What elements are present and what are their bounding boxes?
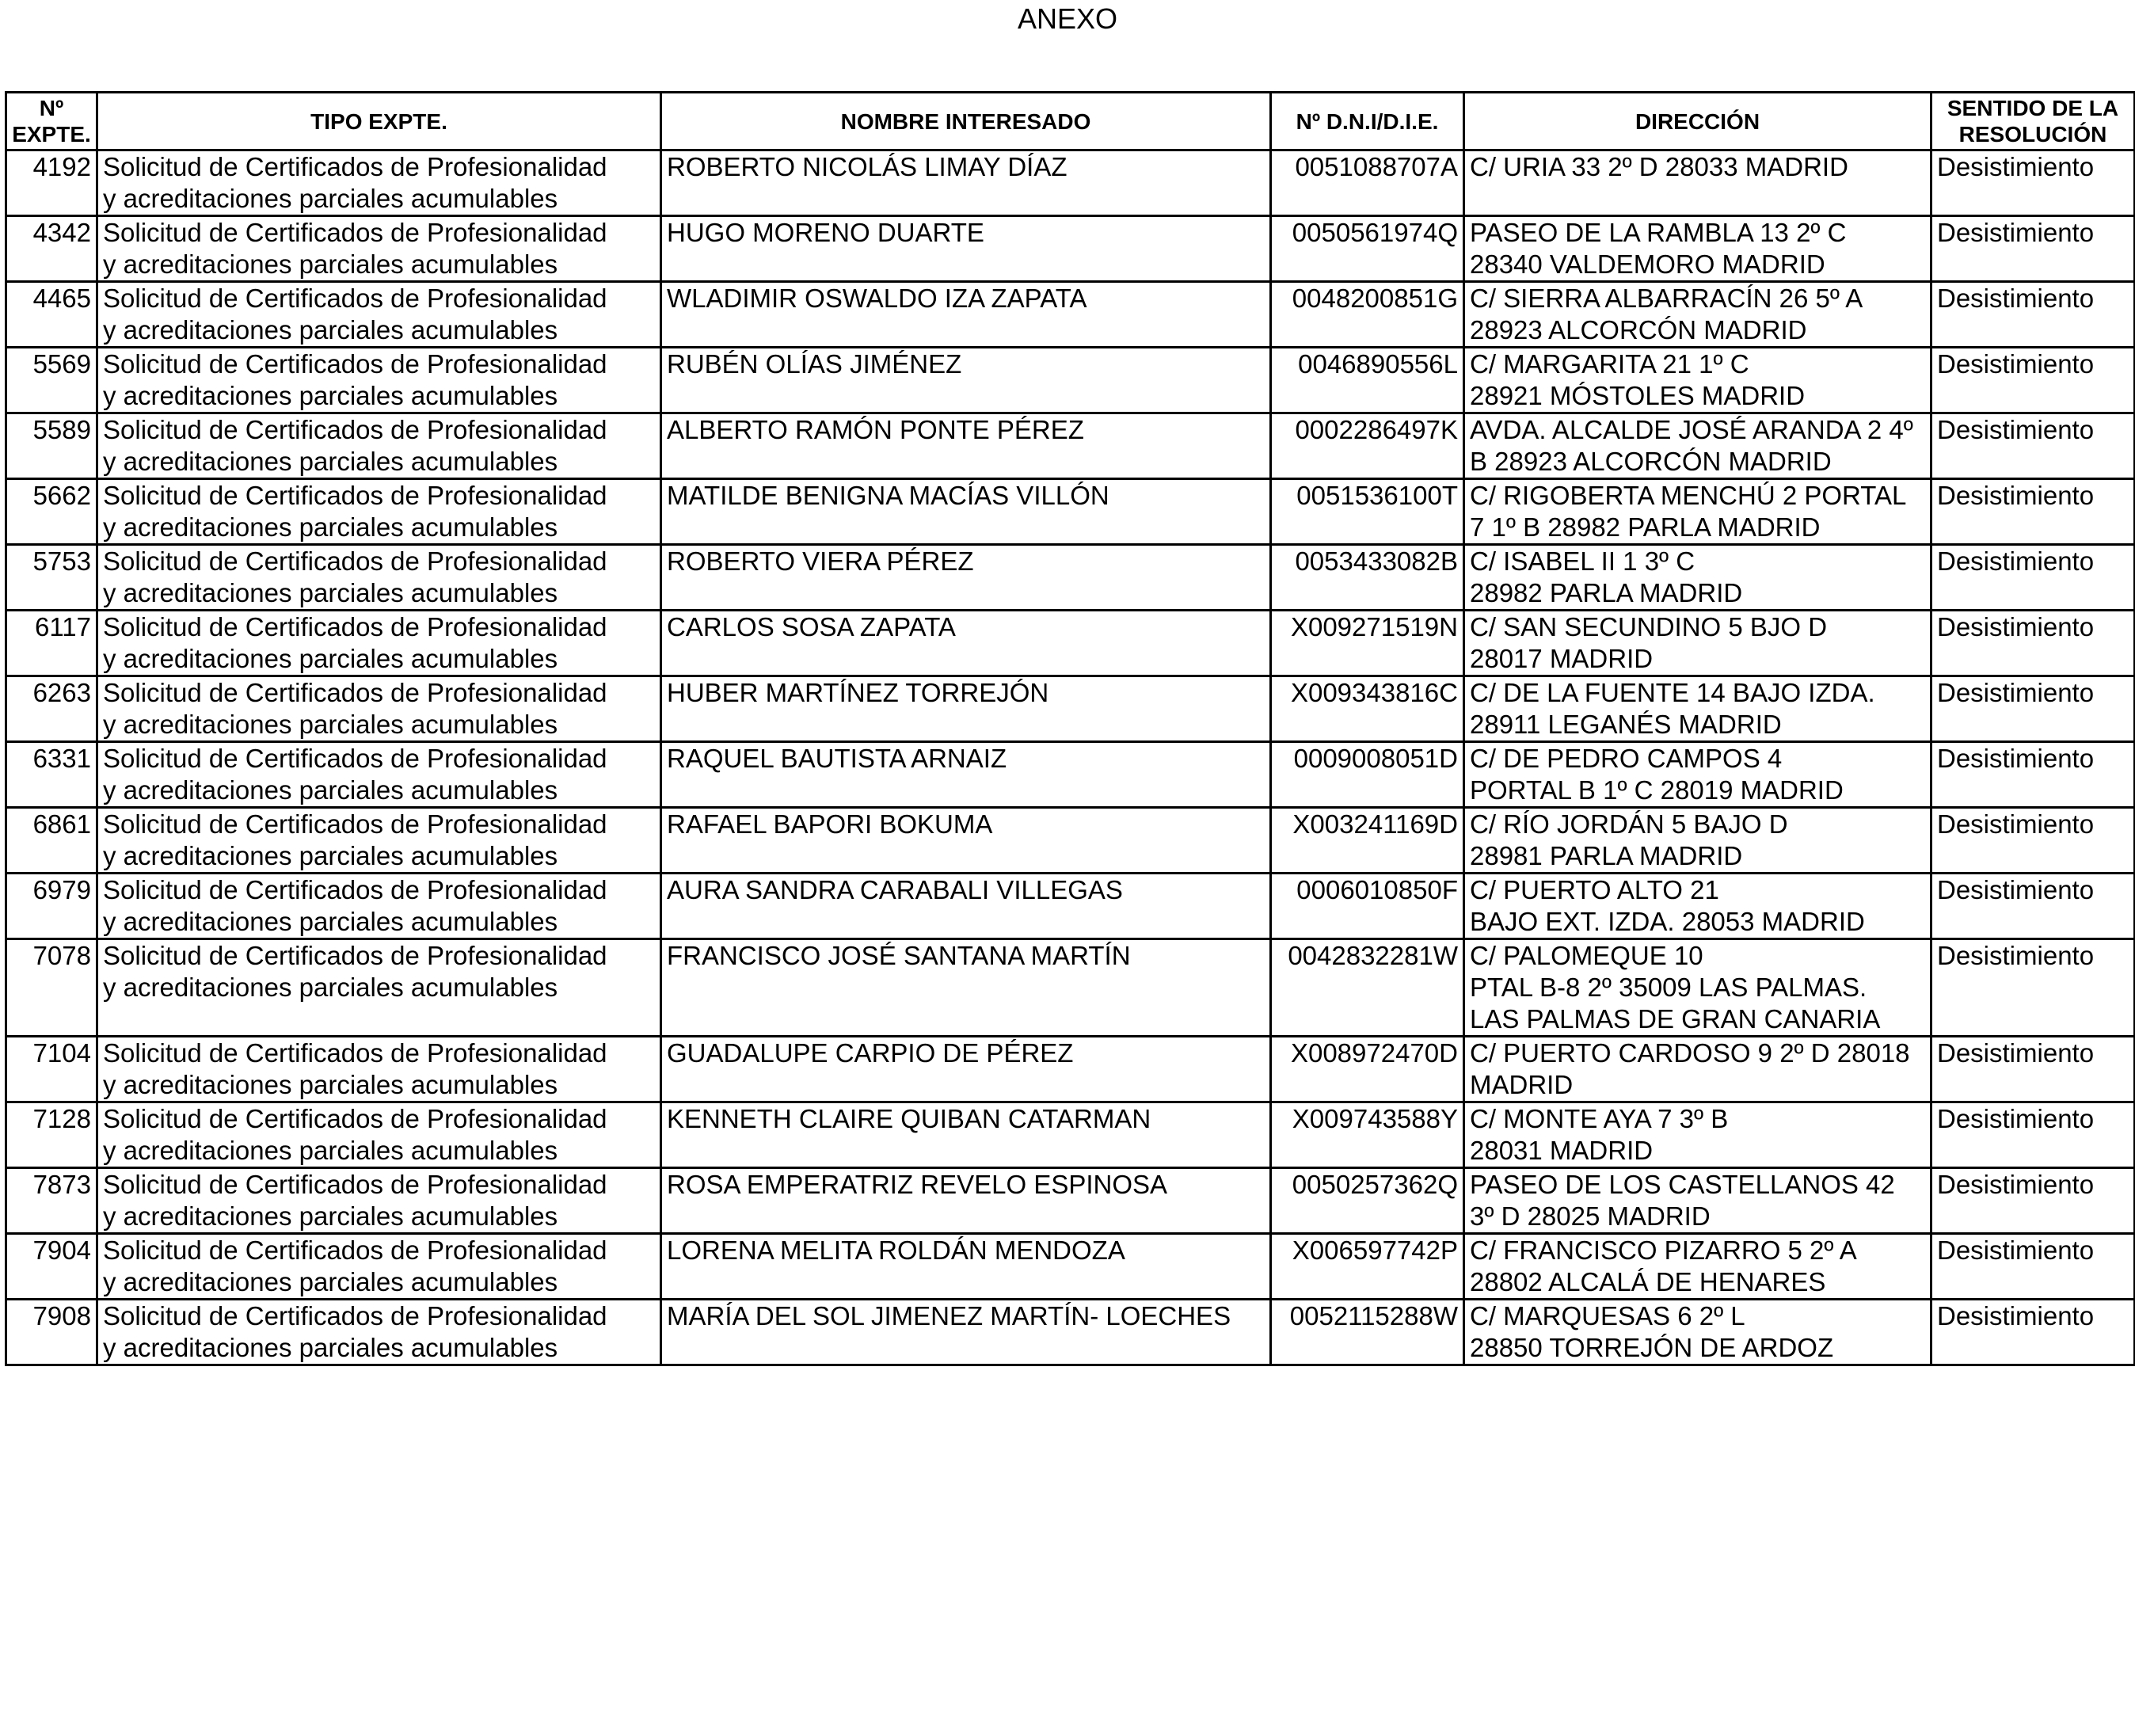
cell-direccion: C/ DE PEDRO CAMPOS 4 PORTAL B 1º C 28019 MADRID — [1464, 742, 1931, 808]
cell-expte: 7904 — [6, 1234, 97, 1300]
cell-direccion: C/ PALOMEQUE 10 PTAL B-8 2º 35009 LAS PALMAS. LAS PALMAS DE GRAN CANARIA — [1464, 939, 1931, 1037]
cell-tipo: Solicitud de Certificados de Profesionalidad y acreditaciones parciales acumulables — [97, 1300, 661, 1365]
cell-sentido: Desistimiento — [1931, 742, 2135, 808]
cell-dni: 0006010850F — [1271, 874, 1464, 939]
cell-dni: X009343816C — [1271, 676, 1464, 742]
cell-dni: 0050257362Q — [1271, 1168, 1464, 1234]
cell-nombre: HUBER MARTÍNEZ TORREJÓN — [661, 676, 1271, 742]
cell-nombre: WLADIMIR OSWALDO IZA ZAPATA — [661, 282, 1271, 348]
cell-dni: 0002286497K — [1271, 413, 1464, 479]
cell-direccion: C/ SAN SECUNDINO 5 BJO D 28017 MADRID — [1464, 611, 1931, 676]
cell-nombre: MARÍA DEL SOL JIMENEZ MARTÍN- LOECHES — [661, 1300, 1271, 1365]
cell-direccion: C/ RÍO JORDÁN 5 BAJO D 28981 PARLA MADRID — [1464, 808, 1931, 874]
header-dni: Nº D.N.I/D.I.E. — [1271, 93, 1464, 150]
cell-tipo: Solicitud de Certificados de Profesionalidad y acreditaciones parciales acumulables — [97, 874, 661, 939]
cell-nombre: MATILDE BENIGNA MACÍAS VILLÓN — [661, 479, 1271, 545]
table-row — [6, 413, 2135, 479]
cell-tipo: Solicitud de Certificados de Profesionalidad y acreditaciones parciales acumulables — [97, 676, 661, 742]
cell-nombre: LORENA MELITA ROLDÁN MENDOZA — [661, 1234, 1271, 1300]
cell-expte: 5569 — [6, 348, 97, 413]
cell-nombre: ROBERTO VIERA PÉREZ — [661, 545, 1271, 611]
cell-nombre: CARLOS SOSA ZAPATA — [661, 611, 1271, 676]
cell-sentido: Desistimiento — [1931, 1300, 2135, 1365]
cell-tipo: Solicitud de Certificados de Profesionalidad y acreditaciones parciales acumulables — [97, 939, 661, 1037]
cell-sentido: Desistimiento — [1931, 545, 2135, 611]
cell-expte: 4192 — [6, 150, 97, 216]
cell-expte: 6263 — [6, 676, 97, 742]
cell-sentido: Desistimiento — [1931, 1168, 2135, 1234]
cell-expte: 6117 — [6, 611, 97, 676]
cell-direccion: C/ FRANCISCO PIZARRO 5 2º A 28802 ALCALÁ DE HENARES — [1464, 1234, 1931, 1300]
cell-dni: 0051536100T — [1271, 479, 1464, 545]
page-title: ANEXO — [1017, 2, 1118, 35]
cell-expte: 7908 — [6, 1300, 97, 1365]
cell-dni: 0052115288W — [1271, 1300, 1464, 1365]
cell-sentido: Desistimiento — [1931, 1037, 2135, 1102]
cell-expte: 6331 — [6, 742, 97, 808]
cell-tipo: Solicitud de Certificados de Profesionalidad y acreditaciones parciales acumulables — [97, 1037, 661, 1102]
cell-expte: 7873 — [6, 1168, 97, 1234]
cell-expte: 4465 — [6, 282, 97, 348]
cell-sentido: Desistimiento — [1931, 874, 2135, 939]
cell-direccion: C/ MONTE AYA 7 3º B 28031 MADRID — [1464, 1102, 1931, 1168]
cell-direccion: C/ PUERTO ALTO 21 BAJO EXT. IZDA. 28053 MADRID — [1464, 874, 1931, 939]
cell-tipo: Solicitud de Certificados de Profesionalidad y acreditaciones parciales acumulables — [97, 150, 661, 216]
cell-expte: 6861 — [6, 808, 97, 874]
cell-sentido: Desistimiento — [1931, 611, 2135, 676]
table-body — [6, 150, 2135, 1365]
cell-sentido: Desistimiento — [1931, 939, 2135, 1037]
table-row — [6, 939, 2135, 1037]
cell-expte: 5753 — [6, 545, 97, 611]
cell-tipo: Solicitud de Certificados de Profesionalidad y acreditaciones parciales acumulables — [97, 479, 661, 545]
table-row — [6, 742, 2135, 808]
cell-nombre: RAFAEL BAPORI BOKUMA — [661, 808, 1271, 874]
cell-tipo: Solicitud de Certificados de Profesionalidad y acreditaciones parciales acumulables — [97, 1168, 661, 1234]
cell-dni: 0051088707A — [1271, 150, 1464, 216]
cell-nombre: ROBERTO NICOLÁS LIMAY DÍAZ — [661, 150, 1271, 216]
header-direccion: DIRECCIÓN — [1464, 93, 1931, 150]
table-row — [6, 1168, 2135, 1234]
cell-dni: 0046890556L — [1271, 348, 1464, 413]
cell-tipo: Solicitud de Certificados de Profesionalidad y acreditaciones parciales acumulables — [97, 611, 661, 676]
cell-dni: 0009008051D — [1271, 742, 1464, 808]
cell-sentido: Desistimiento — [1931, 1234, 2135, 1300]
cell-tipo: Solicitud de Certificados de Profesionalidad y acreditaciones parciales acumulables — [97, 348, 661, 413]
header-tipo: TIPO EXPTE. — [97, 93, 661, 150]
header-sentido: SENTIDO DE LA RESOLUCIÓN — [1931, 93, 2135, 150]
table-row — [6, 348, 2135, 413]
cell-expte: 7128 — [6, 1102, 97, 1168]
table-row — [6, 216, 2135, 282]
table-row — [6, 611, 2135, 676]
cell-direccion: C/ URIA 33 2º D 28033 MADRID — [1464, 150, 1931, 216]
table-row — [6, 676, 2135, 742]
cell-sentido: Desistimiento — [1931, 348, 2135, 413]
cell-tipo: Solicitud de Certificados de Profesionalidad y acreditaciones parciales acumulables — [97, 742, 661, 808]
cell-direccion: PASEO DE LOS CASTELLANOS 42 3º D 28025 MADRID — [1464, 1168, 1931, 1234]
cell-nombre: KENNETH CLAIRE QUIBAN CATARMAN — [661, 1102, 1271, 1168]
table-row — [6, 1037, 2135, 1102]
cell-expte: 5662 — [6, 479, 97, 545]
table-row — [6, 808, 2135, 874]
cell-nombre: RUBÉN OLÍAS JIMÉNEZ — [661, 348, 1271, 413]
cell-sentido: Desistimiento — [1931, 1102, 2135, 1168]
cell-tipo: Solicitud de Certificados de Profesionalidad y acreditaciones parciales acumulables — [97, 216, 661, 282]
cell-tipo: Solicitud de Certificados de Profesionalidad y acreditaciones parciales acumulables — [97, 545, 661, 611]
cell-dni: 0053433082B — [1271, 545, 1464, 611]
cell-dni: X006597742P — [1271, 1234, 1464, 1300]
cell-direccion: C/ SIERRA ALBARRACÍN 26 5º A 28923 ALCORCÓN MADRID — [1464, 282, 1931, 348]
cell-nombre: AURA SANDRA CARABALI VILLEGAS — [661, 874, 1271, 939]
cell-nombre: GUADALUPE CARPIO DE PÉREZ — [661, 1037, 1271, 1102]
cell-dni: X009271519N — [1271, 611, 1464, 676]
cell-nombre: ROSA EMPERATRIZ REVELO ESPINOSA — [661, 1168, 1271, 1234]
table-row — [6, 545, 2135, 611]
table-row — [6, 150, 2135, 216]
cell-dni: X009743588Y — [1271, 1102, 1464, 1168]
cell-sentido: Desistimiento — [1931, 808, 2135, 874]
cell-direccion: C/ ISABEL II 1 3º C 28982 PARLA MADRID — [1464, 545, 1931, 611]
header-expte: Nº EXPTE. — [6, 93, 97, 150]
cell-direccion: PASEO DE LA RAMBLA 13 2º C 28340 VALDEMORO MADRID — [1464, 216, 1931, 282]
cell-tipo: Solicitud de Certificados de Profesionalidad y acreditaciones parciales acumulables — [97, 1234, 661, 1300]
cell-tipo: Solicitud de Certificados de Profesionalidad y acreditaciones parciales acumulables — [97, 1102, 661, 1168]
cell-direccion: C/ PUERTO CARDOSO 9 2º D 28018 MADRID — [1464, 1037, 1931, 1102]
cell-tipo: Solicitud de Certificados de Profesionalidad y acreditaciones parciales acumulables — [97, 413, 661, 479]
table-row — [6, 1234, 2135, 1300]
table-row — [6, 1300, 2135, 1365]
cell-nombre: FRANCISCO JOSÉ SANTANA MARTÍN — [661, 939, 1271, 1037]
cell-expte: 5589 — [6, 413, 97, 479]
table-row — [6, 479, 2135, 545]
cell-sentido: Desistimiento — [1931, 676, 2135, 742]
cell-tipo: Solicitud de Certificados de Profesionalidad y acreditaciones parciales acumulables — [97, 282, 661, 348]
table-header-row — [6, 93, 2135, 150]
cell-expte: 6979 — [6, 874, 97, 939]
cell-direccion: AVDA. ALCALDE JOSÉ ARANDA 2 4º B 28923 ALCORCÓN MADRID — [1464, 413, 1931, 479]
cell-sentido: Desistimiento — [1931, 282, 2135, 348]
cell-direccion: C/ MARGARITA 21 1º C 28921 MÓSTOLES MADRID — [1464, 348, 1931, 413]
cell-sentido: Desistimiento — [1931, 216, 2135, 282]
cell-nombre: ALBERTO RAMÓN PONTE PÉREZ — [661, 413, 1271, 479]
cell-dni: X008972470D — [1271, 1037, 1464, 1102]
cell-dni: 0048200851G — [1271, 282, 1464, 348]
table-row — [6, 874, 2135, 939]
cell-direccion: C/ DE LA FUENTE 14 BAJO IZDA. 28911 LEGANÉS MADRID — [1464, 676, 1931, 742]
table-row — [6, 282, 2135, 348]
table-row — [6, 1102, 2135, 1168]
anexo-table — [5, 91, 2135, 1366]
cell-tipo: Solicitud de Certificados de Profesionalidad y acreditaciones parciales acumulables — [97, 808, 661, 874]
cell-sentido: Desistimiento — [1931, 413, 2135, 479]
cell-direccion: C/ RIGOBERTA MENCHÚ 2 PORTAL 7 1º B 28982 PARLA MADRID — [1464, 479, 1931, 545]
cell-sentido: Desistimiento — [1931, 150, 2135, 216]
header-nombre: NOMBRE INTERESADO — [661, 93, 1271, 150]
cell-sentido: Desistimiento — [1931, 479, 2135, 545]
cell-nombre: HUGO MORENO DUARTE — [661, 216, 1271, 282]
cell-expte: 7078 — [6, 939, 97, 1037]
cell-dni: 0050561974Q — [1271, 216, 1464, 282]
cell-expte: 4342 — [6, 216, 97, 282]
cell-direccion: C/ MARQUESAS 6 2º L 28850 TORREJÓN DE ARDOZ — [1464, 1300, 1931, 1365]
cell-nombre: RAQUEL BAUTISTA ARNAIZ — [661, 742, 1271, 808]
cell-dni: 0042832281W — [1271, 939, 1464, 1037]
cell-expte: 7104 — [6, 1037, 97, 1102]
cell-dni: X003241169D — [1271, 808, 1464, 874]
